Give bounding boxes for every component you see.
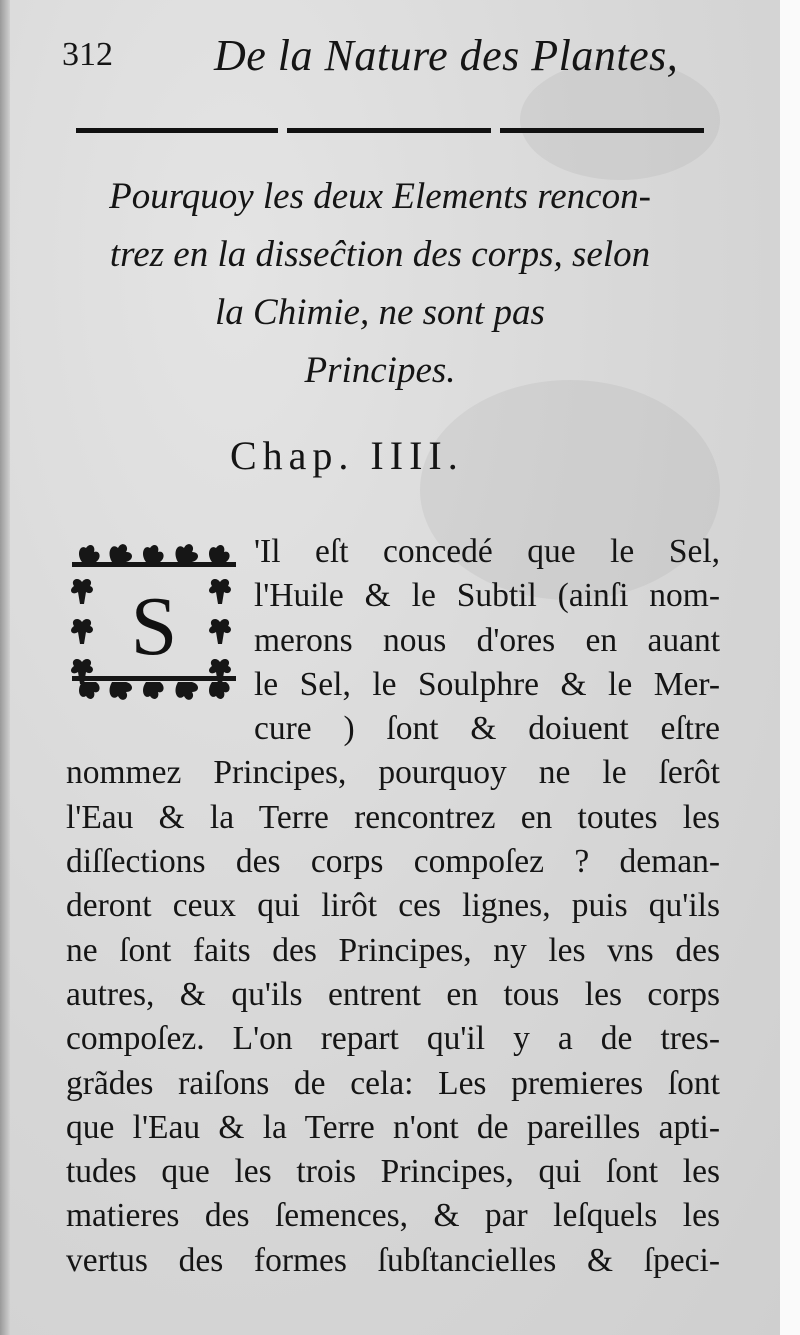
page-number: 312 bbox=[62, 36, 113, 73]
text-line: 'Il eſt concedé que le Sel, bbox=[254, 533, 720, 570]
text-line: ne ſont faits des Principes, ny les vns des bbox=[66, 931, 720, 969]
text-line: merons nous d'ores en auant bbox=[254, 621, 720, 659]
running-header bbox=[62, 24, 722, 88]
page-gutter-shadow bbox=[0, 0, 10, 1335]
text-line: deront ceux qui lirôt ces lignes, puis qu'ils bbox=[66, 887, 720, 925]
text-line: autres, & qu'ils entrent en tous les corps bbox=[66, 975, 720, 1013]
heading-line: Principes. bbox=[304, 350, 456, 391]
heading-line: trez en la disseĉtion des corps, selon bbox=[109, 234, 651, 275]
heading-line: Pourquoy les deux Elements rencon- bbox=[109, 176, 651, 217]
body-paragraph bbox=[66, 530, 720, 1283]
text-line: tudes que les trois Principes, qui ſont les bbox=[66, 1153, 720, 1191]
text-line: que l'Eau & la Terre n'ont de pareilles apti- bbox=[66, 1108, 720, 1146]
running-title: De la Nature des Plantes, bbox=[214, 31, 679, 80]
text-line: diſſections des corps compoſez ? deman- bbox=[66, 843, 720, 881]
header-rule-left bbox=[76, 128, 278, 133]
section-heading bbox=[60, 168, 700, 400]
text-line: vertus des formes ſubſtancielles & ſpeci- bbox=[66, 1241, 720, 1279]
text-line: compoſez. L'on repart qu'il y a de tres- bbox=[66, 1020, 720, 1058]
page-margin-white bbox=[780, 0, 800, 1335]
heading-line: la Chimie, ne sont pas bbox=[215, 292, 545, 333]
text-line: matieres des ſemences, & par leſquels les bbox=[66, 1197, 720, 1235]
header-rule-right bbox=[500, 128, 704, 133]
dropcap-letter: S bbox=[130, 580, 178, 673]
text-line: nommez Principes, pourquoy ne le ſerôt bbox=[66, 754, 720, 792]
text-line: grãdes raiſons de cela: Les premieres ſont bbox=[66, 1064, 720, 1102]
text-line: l'Huile & le Subtil (ainſi nom- bbox=[254, 577, 720, 615]
chapter-title: Chap. IIII. bbox=[230, 433, 464, 478]
text-line: cure ) ſont & doiuent eſtre bbox=[254, 710, 720, 748]
text-line: le Sel, le Soulphre & le Mer- bbox=[254, 665, 720, 703]
header-rule-middle bbox=[287, 128, 491, 133]
text-line: l'Eau & la Terre rencontrez en toutes les bbox=[66, 798, 720, 836]
